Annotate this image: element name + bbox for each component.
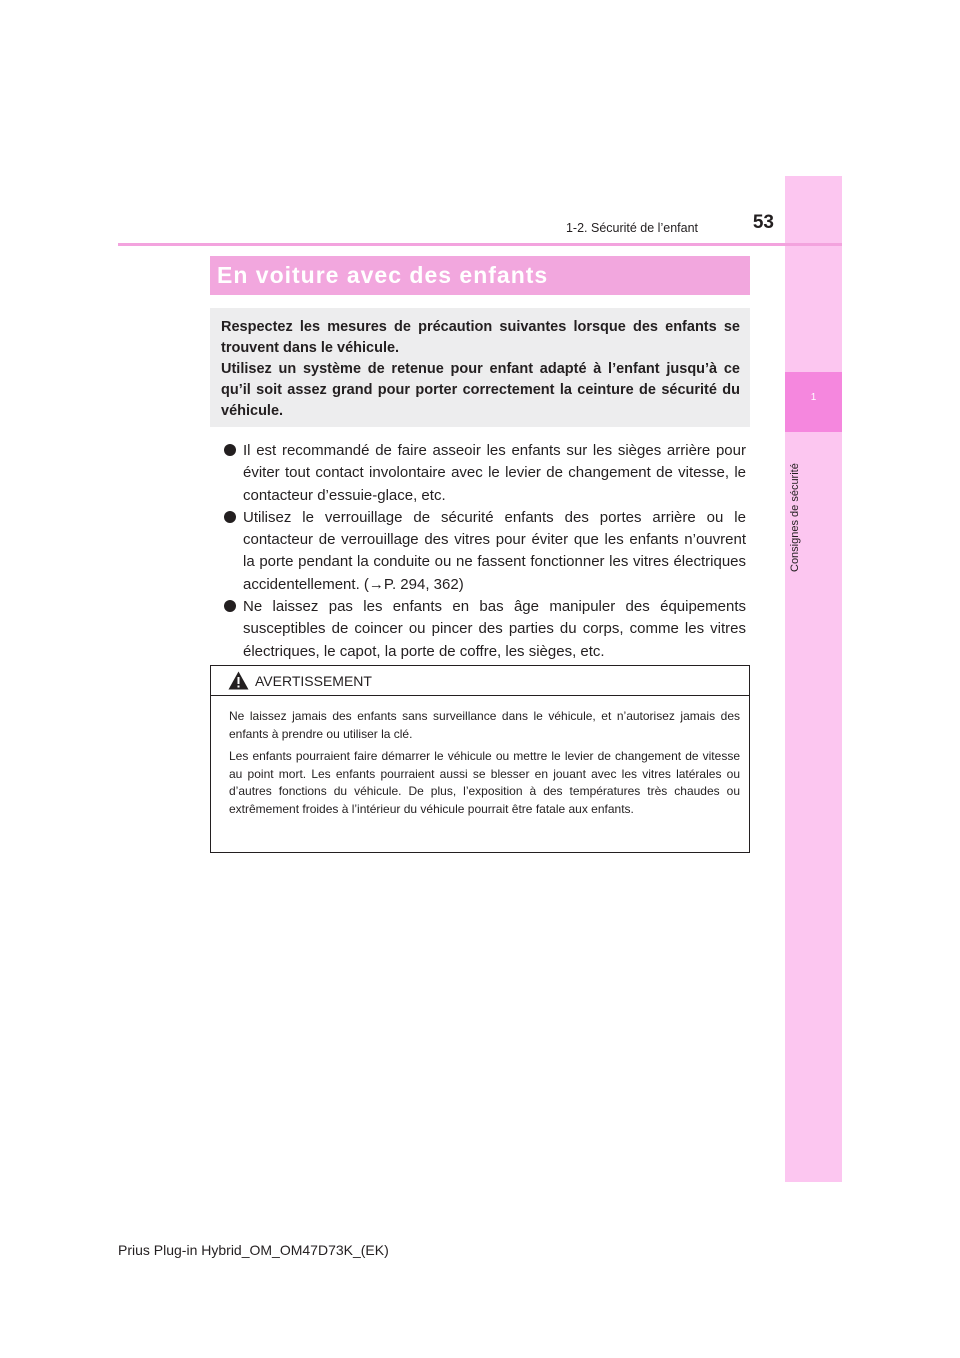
bullet-dot-icon <box>224 444 236 456</box>
intro-box <box>210 308 750 427</box>
bullet-item <box>224 507 746 596</box>
warning-header <box>211 666 749 696</box>
chapter-number: 1 <box>810 392 817 403</box>
page-title: En voiture avec des enfants <box>217 262 549 288</box>
chapter-side-tab <box>785 176 842 1182</box>
intro-paragraph: Respectez les mesures de précaution suivantes lorsque des enfants se trouvent dans le véhicule. <box>221 319 740 356</box>
bullet-list <box>224 440 746 663</box>
warning-title: AVERTISSEMENT <box>255 673 372 689</box>
bullet-dot-icon <box>224 600 236 612</box>
warning-paragraph: Les enfants pourraient faire démarrer le véhicule ou mettre le levier de changement de vitesse au point mort. Les enfants pourraient aussi se blesser en jouant avec les vitres latérales ou d’autres fonctions du véhicule. De plus, l’exposition à des températures très chaudes ou extrêmement froides à l’intérieur du véhicule pourrait être fatale aux enfants. <box>229 749 740 816</box>
bullet-dot-icon <box>224 511 236 523</box>
title-bar <box>210 256 750 295</box>
bullet-item <box>224 596 746 663</box>
chapter-label: Consignes de sécurité <box>789 463 801 572</box>
bullet-item <box>224 440 746 507</box>
document-footer: Prius Plug-in Hybrid_OM_OM47D73K_(EK) <box>118 1242 389 1258</box>
warning-paragraph: Ne laissez jamais des enfants sans surveillance dans le véhicule, et n’autorisez jamais des enfants à prendre ou utiliser la clé. <box>229 709 740 741</box>
page-number: 53 <box>752 212 774 233</box>
header-divider <box>118 243 842 246</box>
bullet-text: Il est recommandé de faire asseoir les enfants sur les sièges arrière pour éviter tout contact involontaire avec le levier de changement de vitesse, le contacteur d’essuie-glace, etc. <box>243 442 746 504</box>
warning-box <box>210 665 750 853</box>
warning-triangle-icon <box>228 671 249 690</box>
warning-body <box>229 708 740 824</box>
section-heading: 1-2. Sécurité de l’enfant <box>565 221 698 235</box>
intro-paragraph: Utilisez un système de retenue pour enfant adapté à l’enfant jusqu’à ce qu’il soit assez grand pour porter correctement la ceinture de sécurité du véhicule. <box>221 361 740 419</box>
bullet-text: Ne laissez pas les enfants en bas âge manipuler des équipements susceptibles de coincer ou pincer des parties du corps, comme les vitres électriques, le capot, la porte de coffre, les sièges, etc. <box>243 598 746 660</box>
bullet-text: Utilisez le verrouillage de sécurité enfants des portes arrière ou le contacteur de verrouillage des vitres pour éviter que les enfants n’ouvrent la porte pendant la conduite ou ne fassent fonctionner les vitres électriques accidentellement. (→P. 294, 362) <box>243 508 746 593</box>
